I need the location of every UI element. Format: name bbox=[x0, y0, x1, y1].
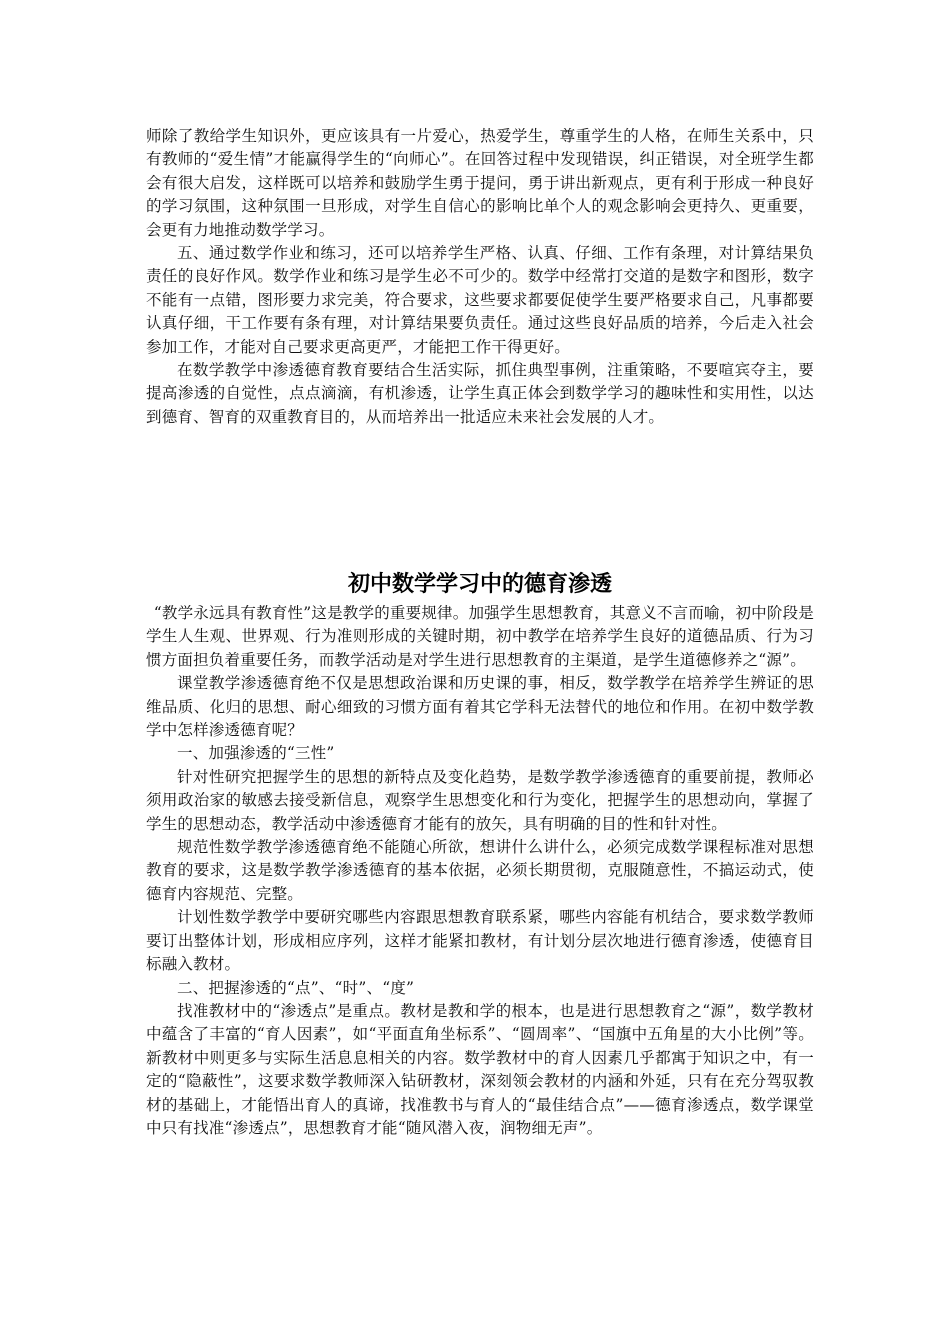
section-heading: 一、加强渗透的“三性” bbox=[177, 744, 335, 763]
paragraph: 找准教材中的“渗透点”是重点。教材是教和学的根本，也是进行思想教育之“源”，数学教材中蕴含了丰富的“育人因素”，如“平面直角坐标系”、“圆周率”、“国旗中五角星的大小比例”等。新教材中则更多与实际生活息息相关的内容。数学教材中的育人因素几乎都寓于知识之中，有一定的“隐蔽性”，这要求数学教师深入钻研教材，深刻领会教材的内涵和外延，只有在充分驾驭教材的基础上，才能悟出育人的真谛，找准教书与育人的“最佳结合点”——德育渗透点，数学课堂中只有找准“渗透点”，思想教育才能“随风潜入夜，润物细无声”。 bbox=[146, 1001, 814, 1137]
paragraph: 课堂教学渗透德育绝不仅是思想政治课和历史课的事，相反，数学教学在培养学生辨证的思维品质、化归的思想、耐心细致的习惯方面有着其它学科无法替代的地位和作用。在初中数学教学中怎样渗透德育呢？ bbox=[146, 674, 814, 740]
paragraph: 计划性数学教学中要研究哪些内容跟思想教育联系紧，哪些内容能有机结合，要求数学教师要订出整体计划，形成相应序列，这样才能紧扣教材，有计划分层次地进行德育渗透，使德育目标融入教材。 bbox=[146, 908, 814, 974]
paragraph: 五、通过数学作业和练习，还可以培养学生严格、认真、仔细、工作有条理，对计算结果负责任的良好作风。数学作业和练习是学生必不可少的。数学中经常打交道的是数字和图形，数字不能有一点错，图形要力求完美，符合要求，这些要求都要促使学生要严格要求自己，凡事都要认真仔细，干工作要有条有理，对计算结果要负责任。通过这些良好品质的培养，今后走入社会参加工作，才能对自己要求更高更严，才能把工作干得更好。 bbox=[146, 244, 814, 356]
paragraph: “教学永远具有教育性”这是教学的重要规律。加强学生思想教育，其意义不言而喻，初中阶段是学生人生观、世界观、行为准则形成的关键时期，初中教学在培养学生良好的道德品质、行为习惯方面担负着重要任务，而教学活动是对学生进行思想教育的主渠道，是学生道德修养之“源”。 bbox=[146, 604, 814, 669]
section-heading: 二、把握渗透的“点”、“时”、“度” bbox=[177, 978, 415, 997]
section-continued-text bbox=[146, 125, 814, 429]
paragraph: 规范性数学教学渗透德育绝不能随心所欲，想讲什么讲什么，必须完成数学课程标准对思想教育的要求，这是数学教学渗透德育的基本依据，必须长期贯彻，克服随意性，不搞运动式，使德育内容规范、完整。 bbox=[146, 838, 814, 903]
article-title: 初中数学学习中的德育渗透 bbox=[347, 572, 612, 597]
paragraph: 在数学教学中渗透德育教育要结合生活实际，抓住典型事例，注重策略，不要喧宾夺主，要提高渗透的自觉性，点点滴滴，有机渗透，让学生真正体会到数学学习的趣味性和实用性，以达到德育、智育的双重教育目的，从而培养出一批适应未来社会发展的人才。 bbox=[146, 361, 814, 426]
paragraph: 师除了教给学生知识外，更应该具有一片爱心，热爱学生，尊重学生的人格，在师生关系中，只有教师的“爱生情”才能赢得学生的“向师心”。在回答过程中发现错误，纠正错误，对全班学生都会有很大启发，这样既可以培养和鼓励学生勇于提问，勇于讲出新观点，更有利于形成一种良好的学习氛围，这种氛围一旦形成，对学生自信心的影响比单个人的观念影响会更持久、更重要，会更有力地推动数学学习。 bbox=[146, 127, 814, 239]
paragraph: 针对性研究把握学生的思想的新特点及变化趋势，是数学教学渗透德育的重要前提，教师必须用政治家的敏感去接受新信息，观察学生思想变化和行为变化，把握学生的思想动向，掌握了学生的思想动态，教学活动中渗透德育才能有的放矢，具有明确的目的性和针对性。 bbox=[146, 767, 814, 833]
article-body bbox=[146, 602, 814, 1140]
